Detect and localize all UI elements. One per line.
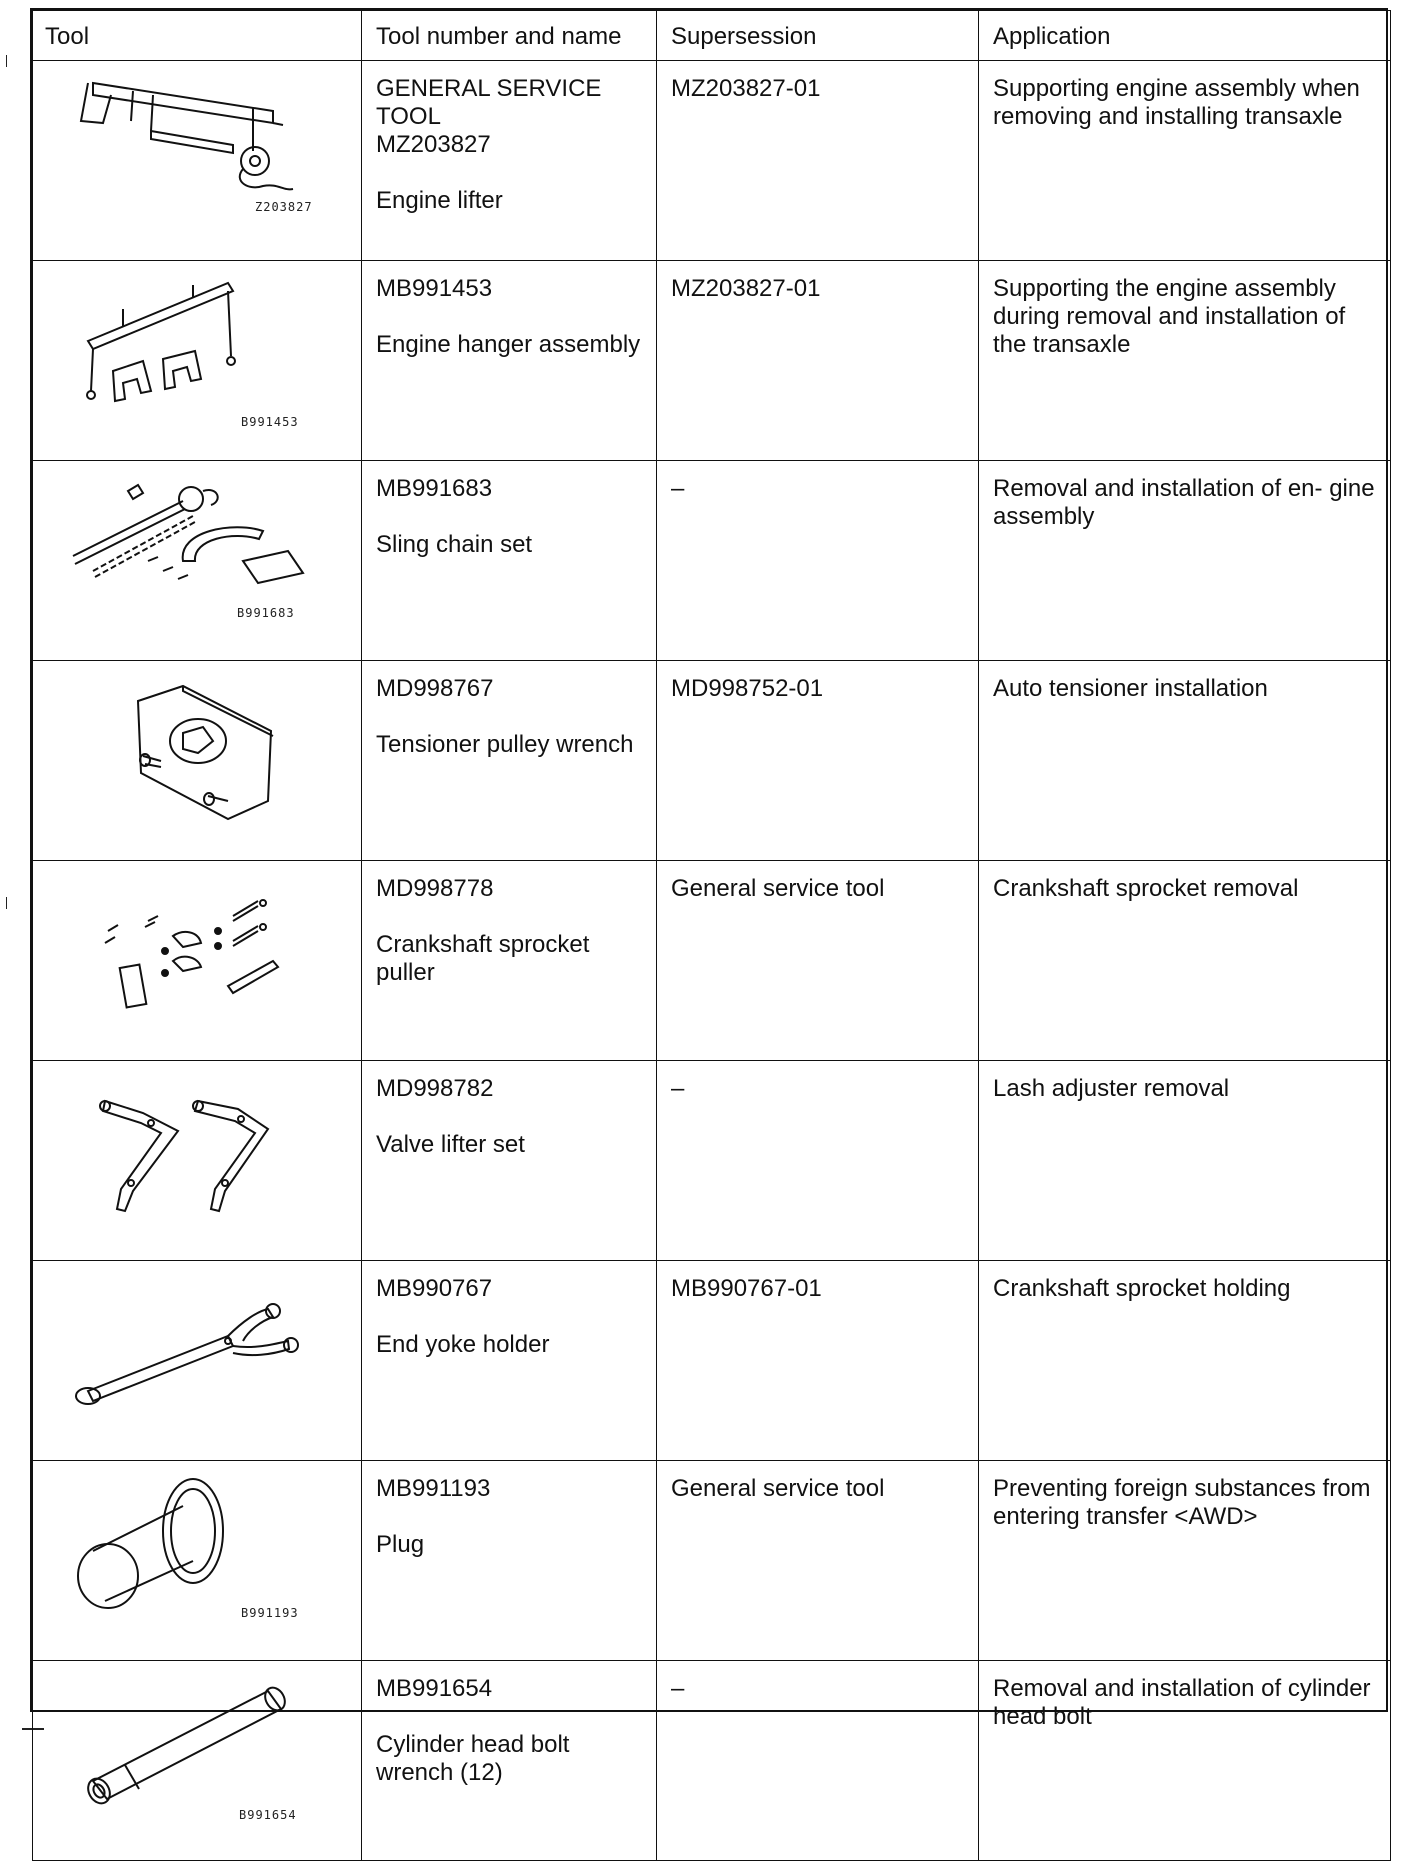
supersession-cell: MZ203827-01 bbox=[657, 261, 979, 461]
header-supersession: Supersession bbox=[657, 11, 979, 61]
application-cell: Preventing foreign substances from entering transfer <AWD> bbox=[979, 1461, 1391, 1661]
tool-number-name-cell bbox=[362, 261, 657, 461]
tool-name: Engine hanger assembly bbox=[376, 331, 641, 358]
table-row bbox=[33, 1061, 1391, 1261]
header-tool: Tool bbox=[33, 11, 362, 61]
tool-number: MB991193 bbox=[376, 1475, 491, 1502]
tensioner-wrench-icon bbox=[33, 661, 362, 846]
tool-name: Crankshaft sprocket puller bbox=[376, 931, 590, 986]
tool-name: End yoke holder bbox=[376, 1331, 550, 1358]
supersession-cell: MB990767-01 bbox=[657, 1261, 979, 1461]
application-cell: Crankshaft sprocket removal bbox=[979, 861, 1391, 1061]
tool-image-cell bbox=[33, 1461, 362, 1661]
tool-number-name-cell bbox=[362, 861, 657, 1061]
tool-name: Plug bbox=[376, 1531, 425, 1558]
tool-code: B991193 bbox=[241, 1606, 299, 1620]
tool-number: MB991654 bbox=[376, 1675, 493, 1702]
tool-code: B991683 bbox=[237, 606, 295, 620]
table-row bbox=[33, 261, 1391, 461]
application-cell: Supporting the engine assembly during removal and installation of the transaxle bbox=[979, 261, 1391, 461]
table-row bbox=[33, 661, 1391, 861]
engine-lifter-icon bbox=[33, 61, 362, 221]
table-row bbox=[33, 861, 1391, 1061]
tool-number: MD998782 bbox=[376, 1075, 494, 1102]
header-application: Application bbox=[979, 11, 1391, 61]
table-row bbox=[33, 461, 1391, 661]
tool-number-name-cell bbox=[362, 1061, 657, 1261]
tool-code: Z203827 bbox=[255, 200, 313, 214]
tool-image-cell bbox=[33, 61, 362, 261]
supersession-cell: General service tool bbox=[657, 1461, 979, 1661]
tool-number-line: GENERAL SERVICE bbox=[376, 75, 602, 102]
supersession-cell: General service tool bbox=[657, 861, 979, 1061]
tool-number: MD998767 bbox=[376, 675, 494, 702]
tool-image-cell bbox=[33, 661, 362, 861]
tool-image-cell bbox=[33, 861, 362, 1061]
tool-number: MB991683 bbox=[376, 475, 493, 502]
tool-number-name-cell bbox=[362, 1661, 657, 1861]
valve-lifter-icon bbox=[33, 1061, 362, 1246]
special-tools-table bbox=[32, 10, 1391, 1861]
application-cell: Lash adjuster removal bbox=[979, 1061, 1391, 1261]
tool-number: MB990767 bbox=[376, 1275, 493, 1302]
supersession-cell: MD998752-01 bbox=[657, 661, 979, 861]
application-cell: Removal and installation of cylinder head bolt bbox=[979, 1661, 1391, 1861]
application-cell: Crankshaft sprocket holding bbox=[979, 1261, 1391, 1461]
application-cell: Auto tensioner installation bbox=[979, 661, 1391, 861]
tool-image-cell bbox=[33, 1261, 362, 1461]
end-yoke-holder-icon bbox=[33, 1261, 362, 1446]
tool-name: Valve lifter set bbox=[376, 1131, 525, 1158]
tool-name: Cylinder head bolt wrench (12) bbox=[376, 1731, 570, 1786]
tool-image-cell bbox=[33, 1061, 362, 1261]
tool-number-name-cell bbox=[362, 661, 657, 861]
engine-hanger-icon bbox=[33, 261, 362, 431]
tool-number: MB991453 bbox=[376, 275, 493, 302]
plug-icon bbox=[33, 1461, 362, 1626]
application-cell: Removal and installation of en- gine assembly bbox=[979, 461, 1391, 661]
supersession-cell: MZ203827-01 bbox=[657, 61, 979, 261]
tool-image-cell bbox=[33, 261, 362, 461]
tool-number-name-cell bbox=[362, 61, 657, 261]
tool-name: Tensioner pulley wrench bbox=[376, 731, 634, 758]
tool-number-name-cell bbox=[362, 461, 657, 661]
supersession-cell: – bbox=[657, 461, 979, 661]
tool-number-line: TOOL bbox=[376, 103, 441, 130]
sling-chain-icon bbox=[33, 461, 362, 626]
table-row bbox=[33, 1661, 1391, 1861]
tool-image-cell bbox=[33, 1661, 362, 1861]
supersession-cell: – bbox=[657, 1061, 979, 1261]
tool-number: MD998778 bbox=[376, 875, 494, 902]
supersession-cell: – bbox=[657, 1661, 979, 1861]
application-cell: Supporting engine assembly when removing and installing transaxle bbox=[979, 61, 1391, 261]
header-tool-number-name: Tool number and name bbox=[362, 11, 657, 61]
table-row bbox=[33, 61, 1391, 261]
tool-name: Engine lifter bbox=[376, 187, 503, 214]
tool-table-sheet bbox=[30, 8, 1388, 1822]
tool-code: B991654 bbox=[239, 1808, 297, 1822]
table-row bbox=[33, 1261, 1391, 1461]
sprocket-puller-icon bbox=[33, 861, 362, 1046]
table-row bbox=[33, 1461, 1391, 1661]
tool-number: MZ203827 bbox=[376, 131, 491, 158]
tool-number-name-cell bbox=[362, 1461, 657, 1661]
tool-image-cell bbox=[33, 461, 362, 661]
tool-number-name-cell bbox=[362, 1261, 657, 1461]
table-header-row bbox=[33, 11, 1391, 61]
tool-code: B991453 bbox=[241, 415, 299, 429]
tool-name: Sling chain set bbox=[376, 531, 533, 558]
